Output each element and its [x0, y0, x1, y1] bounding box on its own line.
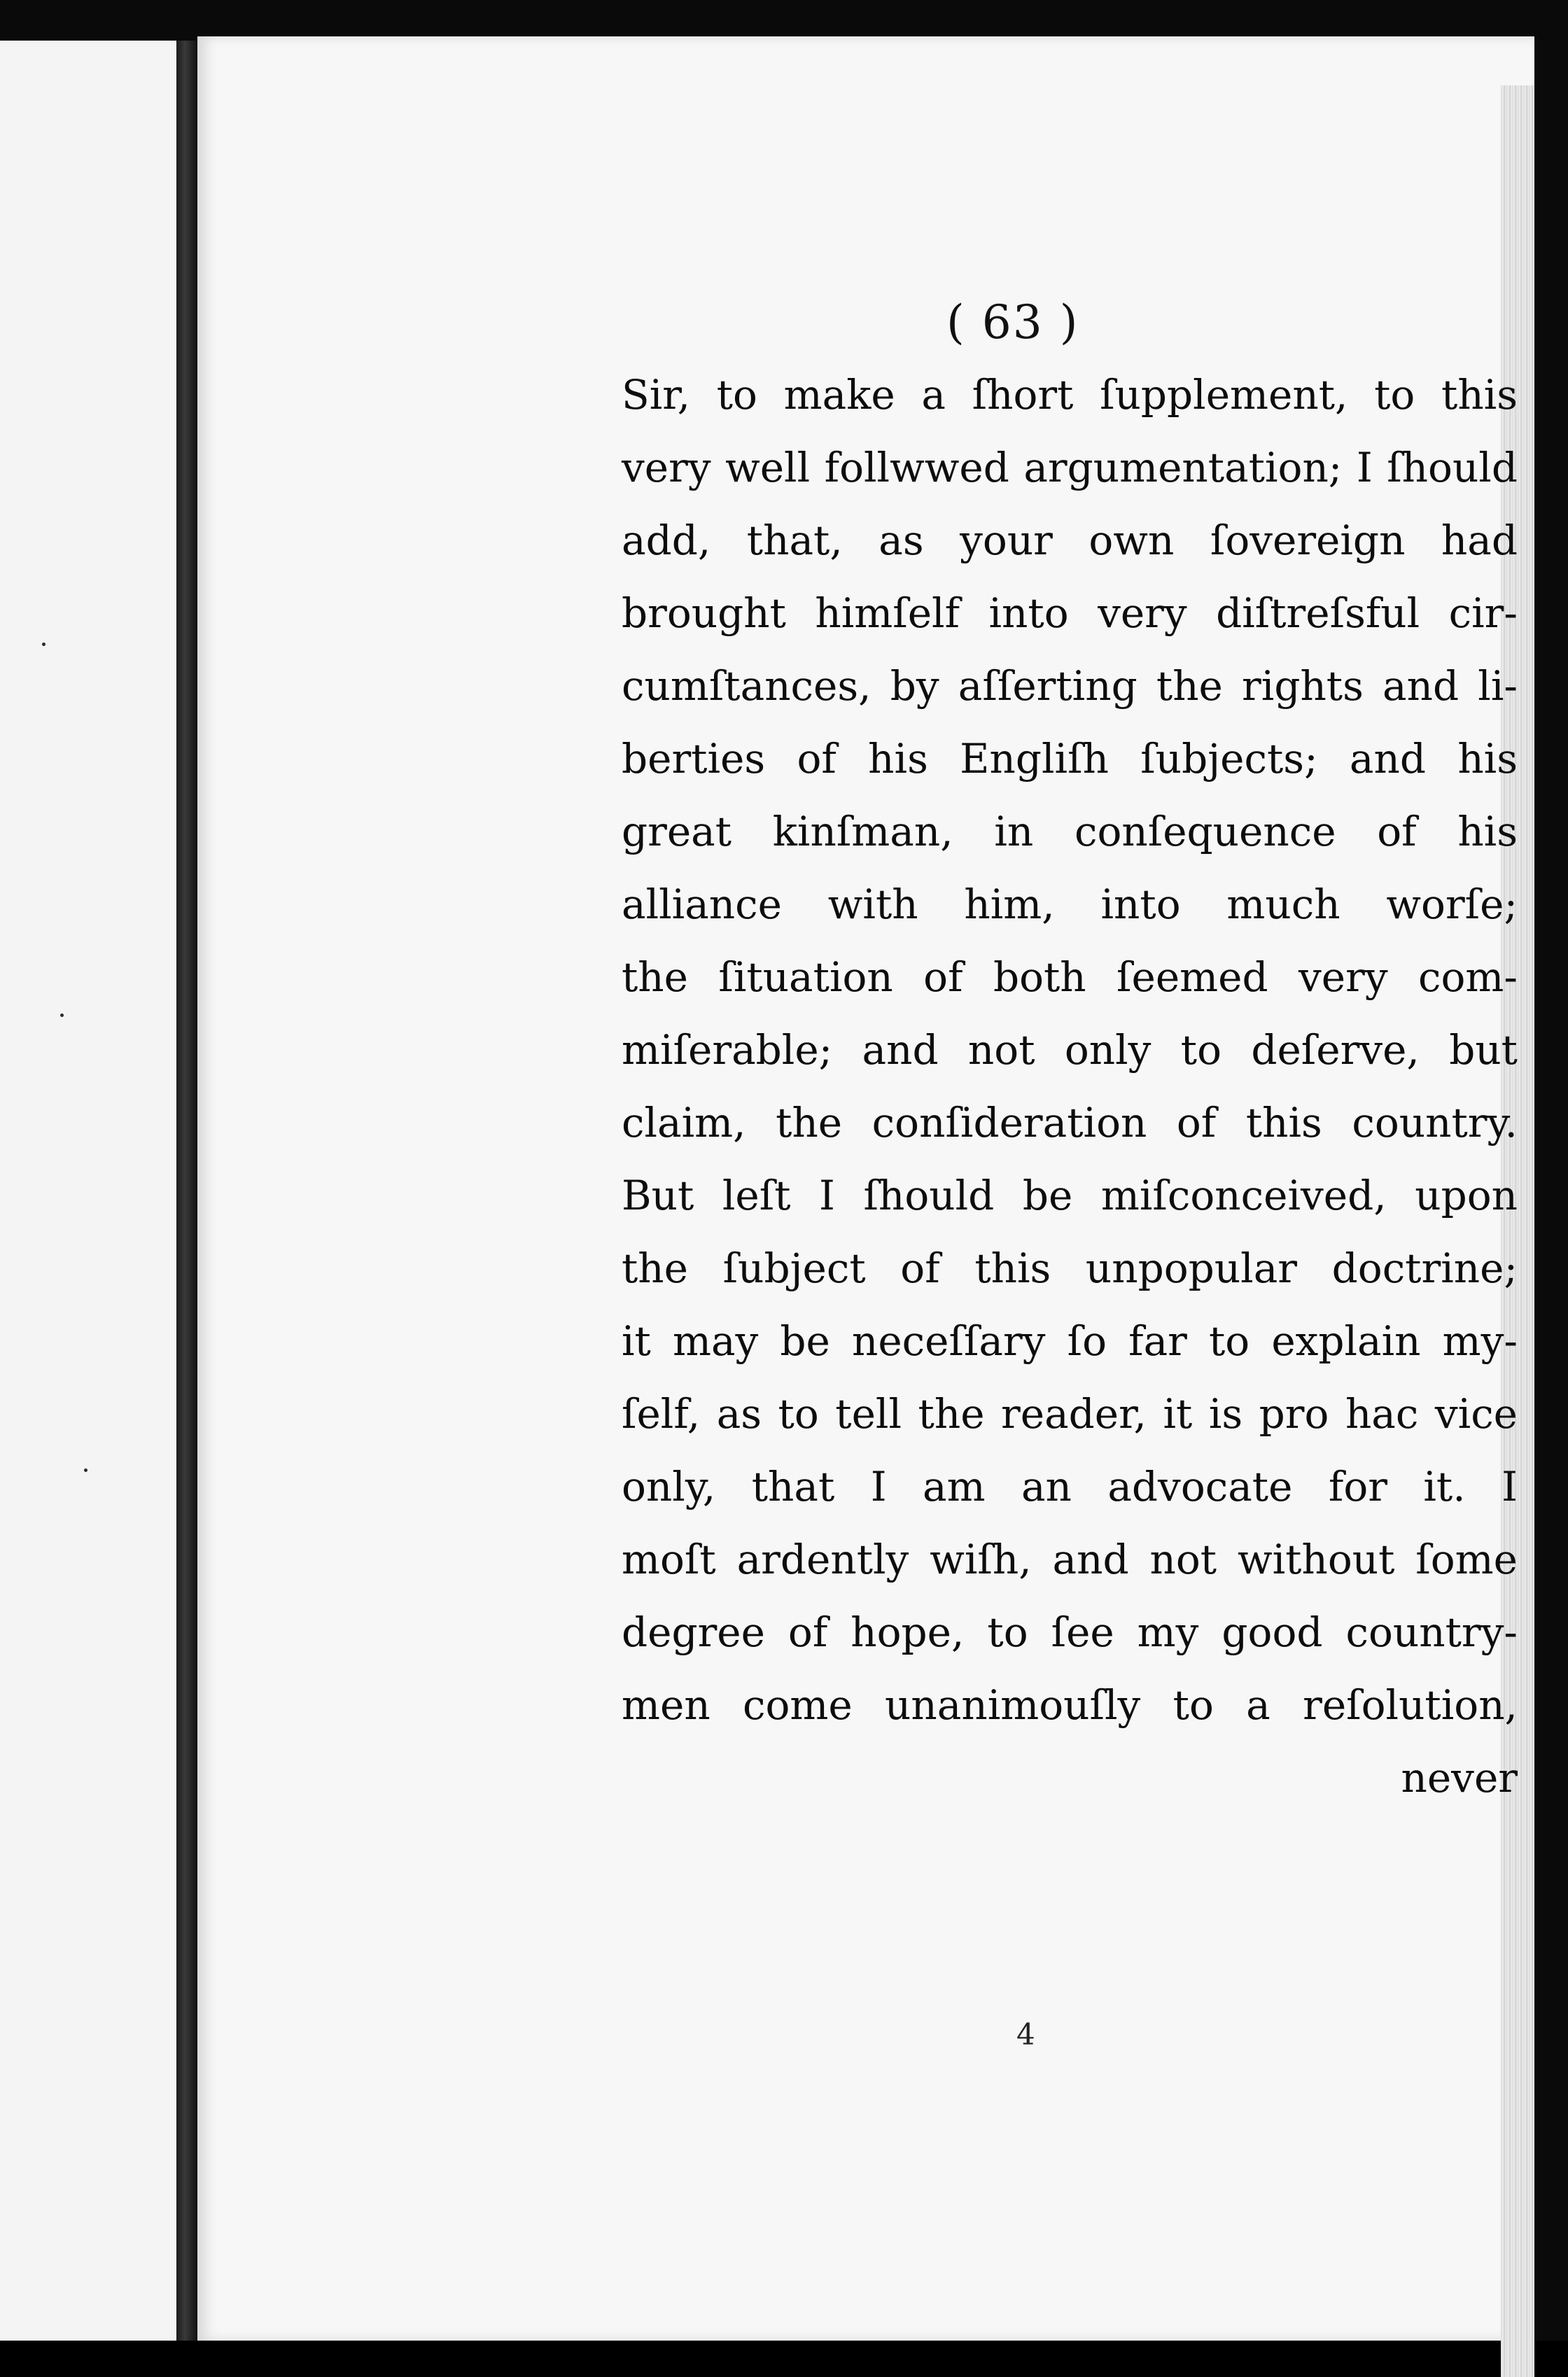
text-line: add, that, as your own ſovereign had	[622, 517, 1518, 564]
text-line: very well follwwed argumentation; I ſhould	[622, 444, 1518, 491]
text-line: great kinſman, in conſequence of his	[622, 808, 1518, 855]
catchword: never	[1401, 1754, 1518, 1802]
text-line: alliance with him, into much worſe;	[622, 881, 1518, 928]
text-line: moſt ardently wiſh, and not without ſome	[622, 1536, 1518, 1583]
facing-page	[0, 41, 176, 2341]
paper-fleck	[60, 1014, 64, 1017]
text-line: the ſituation of both ſeemed very com-	[622, 953, 1518, 1001]
text-line: brought himſelf into very diſtreſsful cir-	[622, 589, 1518, 637]
page-number-header: ( 63 )	[946, 295, 1079, 349]
signature-mark: 4	[1016, 2017, 1035, 2052]
text-line: degree of hope, to ſee my good country-	[622, 1608, 1518, 1656]
text-line: men come unanimouſly to a reſolution,	[622, 1681, 1518, 1729]
book-page	[197, 36, 1534, 2341]
text-line: ſelf, as to tell the reader, it is pro hac vice	[622, 1390, 1518, 1438]
text-line: it may be neceſſary ſo far to explain my-	[622, 1317, 1518, 1365]
text-line: only, that I am an advocate for it. I	[622, 1463, 1518, 1510]
text-line: claim, the conſideration of this country.	[622, 1099, 1518, 1147]
book-gutter	[176, 41, 197, 2341]
text-line: Sir, to make a ſhort ſupplement, to this	[622, 371, 1518, 419]
text-line: miſerable; and not only to deſerve, but	[622, 1026, 1518, 1074]
text-line: the ſubject of this unpopular doctrine;	[622, 1244, 1518, 1292]
text-line: cumſtances, by aſſerting the rights and li-	[622, 662, 1518, 710]
paper-fleck	[84, 1468, 88, 1472]
text-line: But leſt I ſhould be miſconceived, upon	[622, 1172, 1518, 1219]
paper-fleck	[42, 643, 46, 646]
text-line: berties of his Engliſh ſubjects; and his	[622, 735, 1518, 783]
